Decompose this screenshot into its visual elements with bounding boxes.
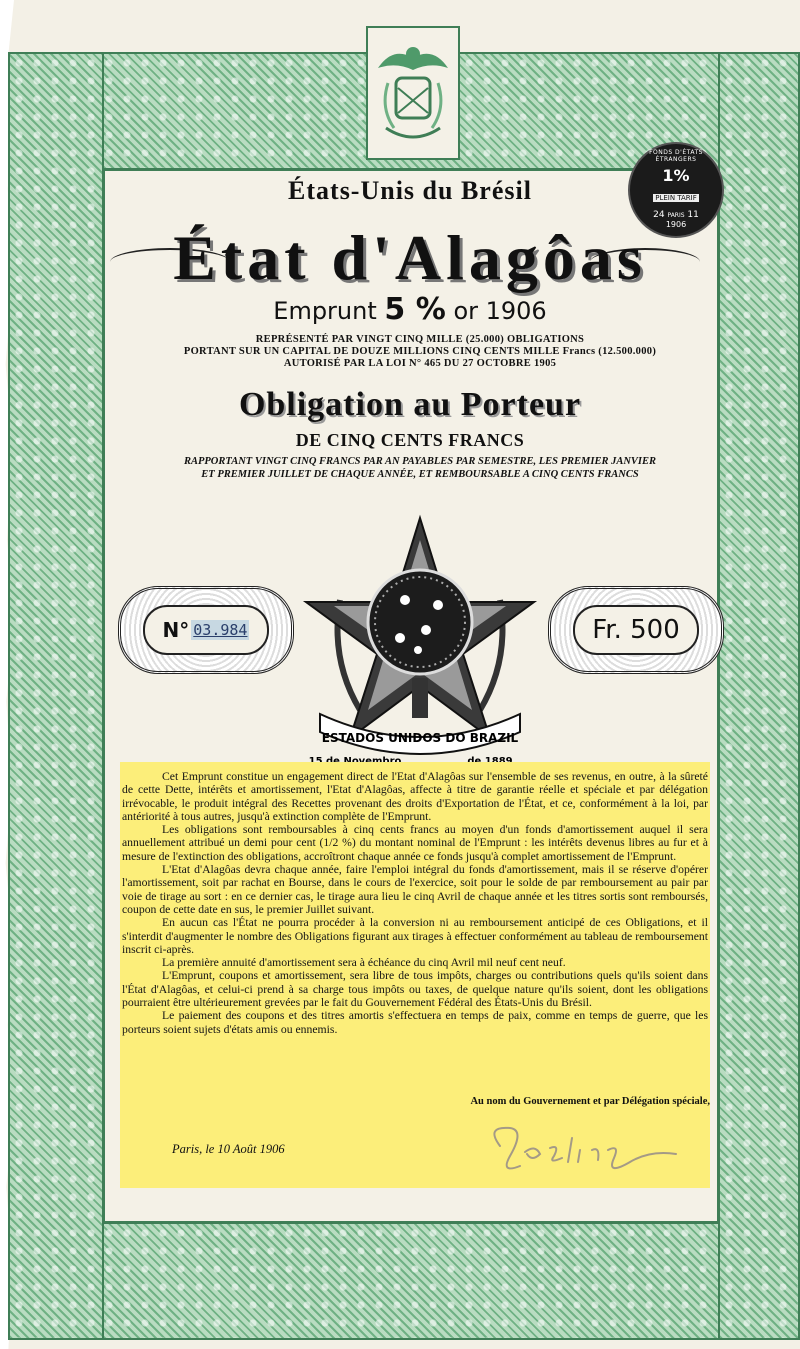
serial-label: N°: [162, 618, 190, 642]
country-heading: États-Unis du Brésil: [288, 176, 532, 205]
ornamental-border-left: [8, 52, 104, 1340]
ornamental-border-bottom: [8, 1222, 798, 1340]
brazil-coat-of-arms: [300, 510, 540, 770]
constellation-disc: [368, 570, 472, 674]
ornamental-border-right: [718, 52, 800, 1340]
condition-paragraph: La première annuité d'amortissement sera à échéance du cinq Avril mil neuf cent neuf.: [162, 956, 566, 970]
bond-conditions: [122, 770, 708, 1036]
tax-stamp-tariff: PLEIN TARIF: [655, 194, 697, 202]
loan-prefix: Emprunt: [273, 297, 377, 325]
representation-line-1: REPRÉSENTÉ PAR VINGT CINQ MILLE (25.000) OBLIGATIONS: [255, 334, 585, 345]
ribbon-text: ESTADOS UNIDOS DO BRAZIL: [321, 731, 519, 745]
condition-paragraph: Cet Emprunt constitue un engagement direct de l'Etat d'Alagôas sur l'ensemble de ses revenus, en outre, à la sûreté de cette Dette, intérêts et amortissement, l'Etat d'Alagôas, affecte à titre de garantie réelle et spéciale et par délégation irrévocable, le produit intégral des Recettes provenant des droits d'Exportation de l'État, et ce, conformément à la loi, par antériorité à tous autres, jusqu'à extinction complète de l'Emprunt.: [122, 770, 708, 823]
serial-cartouche: [118, 586, 294, 674]
loan-suffix: or 1906: [453, 297, 547, 325]
place-date: Paris, le 10 Août 1906: [172, 1142, 285, 1156]
serial-number: 03.984: [193, 621, 248, 639]
bond-terms: [120, 455, 720, 481]
tax-stamp-percent: 1%: [662, 166, 690, 185]
bond-subtitle: DE CINQ CENTS FRANCS: [295, 430, 525, 450]
alagoas-crest: [366, 26, 460, 160]
bond-terms-line-2: ET PREMIER JUILLET DE CHAQUE ANNÉE, ET REMBOURSABLE A CINQ CENTS FRANCS: [201, 469, 639, 480]
condition-paragraph: Les obligations sont remboursables à cinq cents francs au moyen d'un fonds d'amortissement auquel il sera annuellement attribué un demi pour cent (1/2 %) du montant nominal de l'Emprunt : les intérêts devenus libres au fur et à mesure de l'extinction des obligations, accroîtront chaque année ce fonds jusqu'à complet amortissement de l'Emprunt.: [122, 823, 708, 863]
sword-hilt: [412, 678, 428, 718]
representation-line-3: AUTORISÉ PAR LA LOI N° 465 DU 27 OCTOBRE 1905: [283, 358, 557, 369]
condition-paragraph: L'Etat d'Alagôas devra chaque année, faire l'emploi intégral du fonds d'amortissement, mais il se réserve d'opérer l'amortissement, soit par rachat en Bourse, dans le cours de l'exercice, soit pour le solde de par remboursement au pair par voie de tirage au sort : en ce dernier cas, le tirage aura lieu le cinq Avril de chaque année et les titres sortis sont remboursés, coupon de cette date en sus, le premier Juillet suivant.: [122, 863, 708, 916]
bond-title: Obligation au Porteur: [238, 386, 582, 423]
condition-paragraph: En aucun cas l'État ne pourra procéder à la conversion ni au remboursement anticipé de ces Obligations, et il s'interdit d'augmenter le nombre des Obligations figurant aux tirages à effectuer conformément au tableau de remboursement inscrit ci-après.: [122, 916, 708, 956]
state-heading: État d'Alagôas: [173, 222, 647, 293]
tax-stamp-city: PARIS: [667, 212, 685, 219]
representation-text: [120, 334, 720, 370]
bond-terms-line-1: RAPPORTANT VINGT CINQ FRANCS PAR AN PAYABLES PAR SEMESTRE, LES PREMIER JANVIER: [183, 456, 657, 467]
tax-stamp-month: 11: [687, 210, 699, 220]
condition-paragraph: Le paiement des coupons et des titres amortis s'effectuera en temps de paix, comme en temps de guerre, que les porteurs soient sujets d'états amis ou ennemis.: [122, 1009, 708, 1036]
signature: [480, 1116, 690, 1186]
loan-rate: 5 %: [384, 292, 446, 327]
eagle-crest-icon: [368, 28, 458, 158]
tax-stamp-day: 24: [653, 210, 665, 220]
delegation-line: Au nom du Gouvernement et par Délégation spéciale,: [470, 1096, 710, 1107]
tax-stamp-ring-text: FONDS D'ÉTATS ÉTRANGERS: [649, 149, 703, 163]
denomination-cartouche: [548, 586, 724, 674]
denomination-value: Fr. 500: [592, 615, 680, 645]
representation-line-2: PORTANT SUR UN CAPITAL DE DOUZE MILLIONS CINQ CENTS MILLE Francs (12.500.000): [183, 346, 657, 357]
condition-paragraph: L'Emprunt, coupons et amortissement, sera libre de tous impôts, charges ou contributions quels qu'ils soient dans l'État d'Alagôas, et celui-ci prend à sa charge tous impôts ou taxes, de quelque nature qu'ils soient, dont les obligations pourraient être ultérieurement grevées par le fait du Gouvernement Fédéral des États-Unis du Brésil.: [122, 969, 708, 1010]
tax-stamp-year: 1906: [665, 220, 687, 229]
loan-heading: [200, 292, 620, 327]
